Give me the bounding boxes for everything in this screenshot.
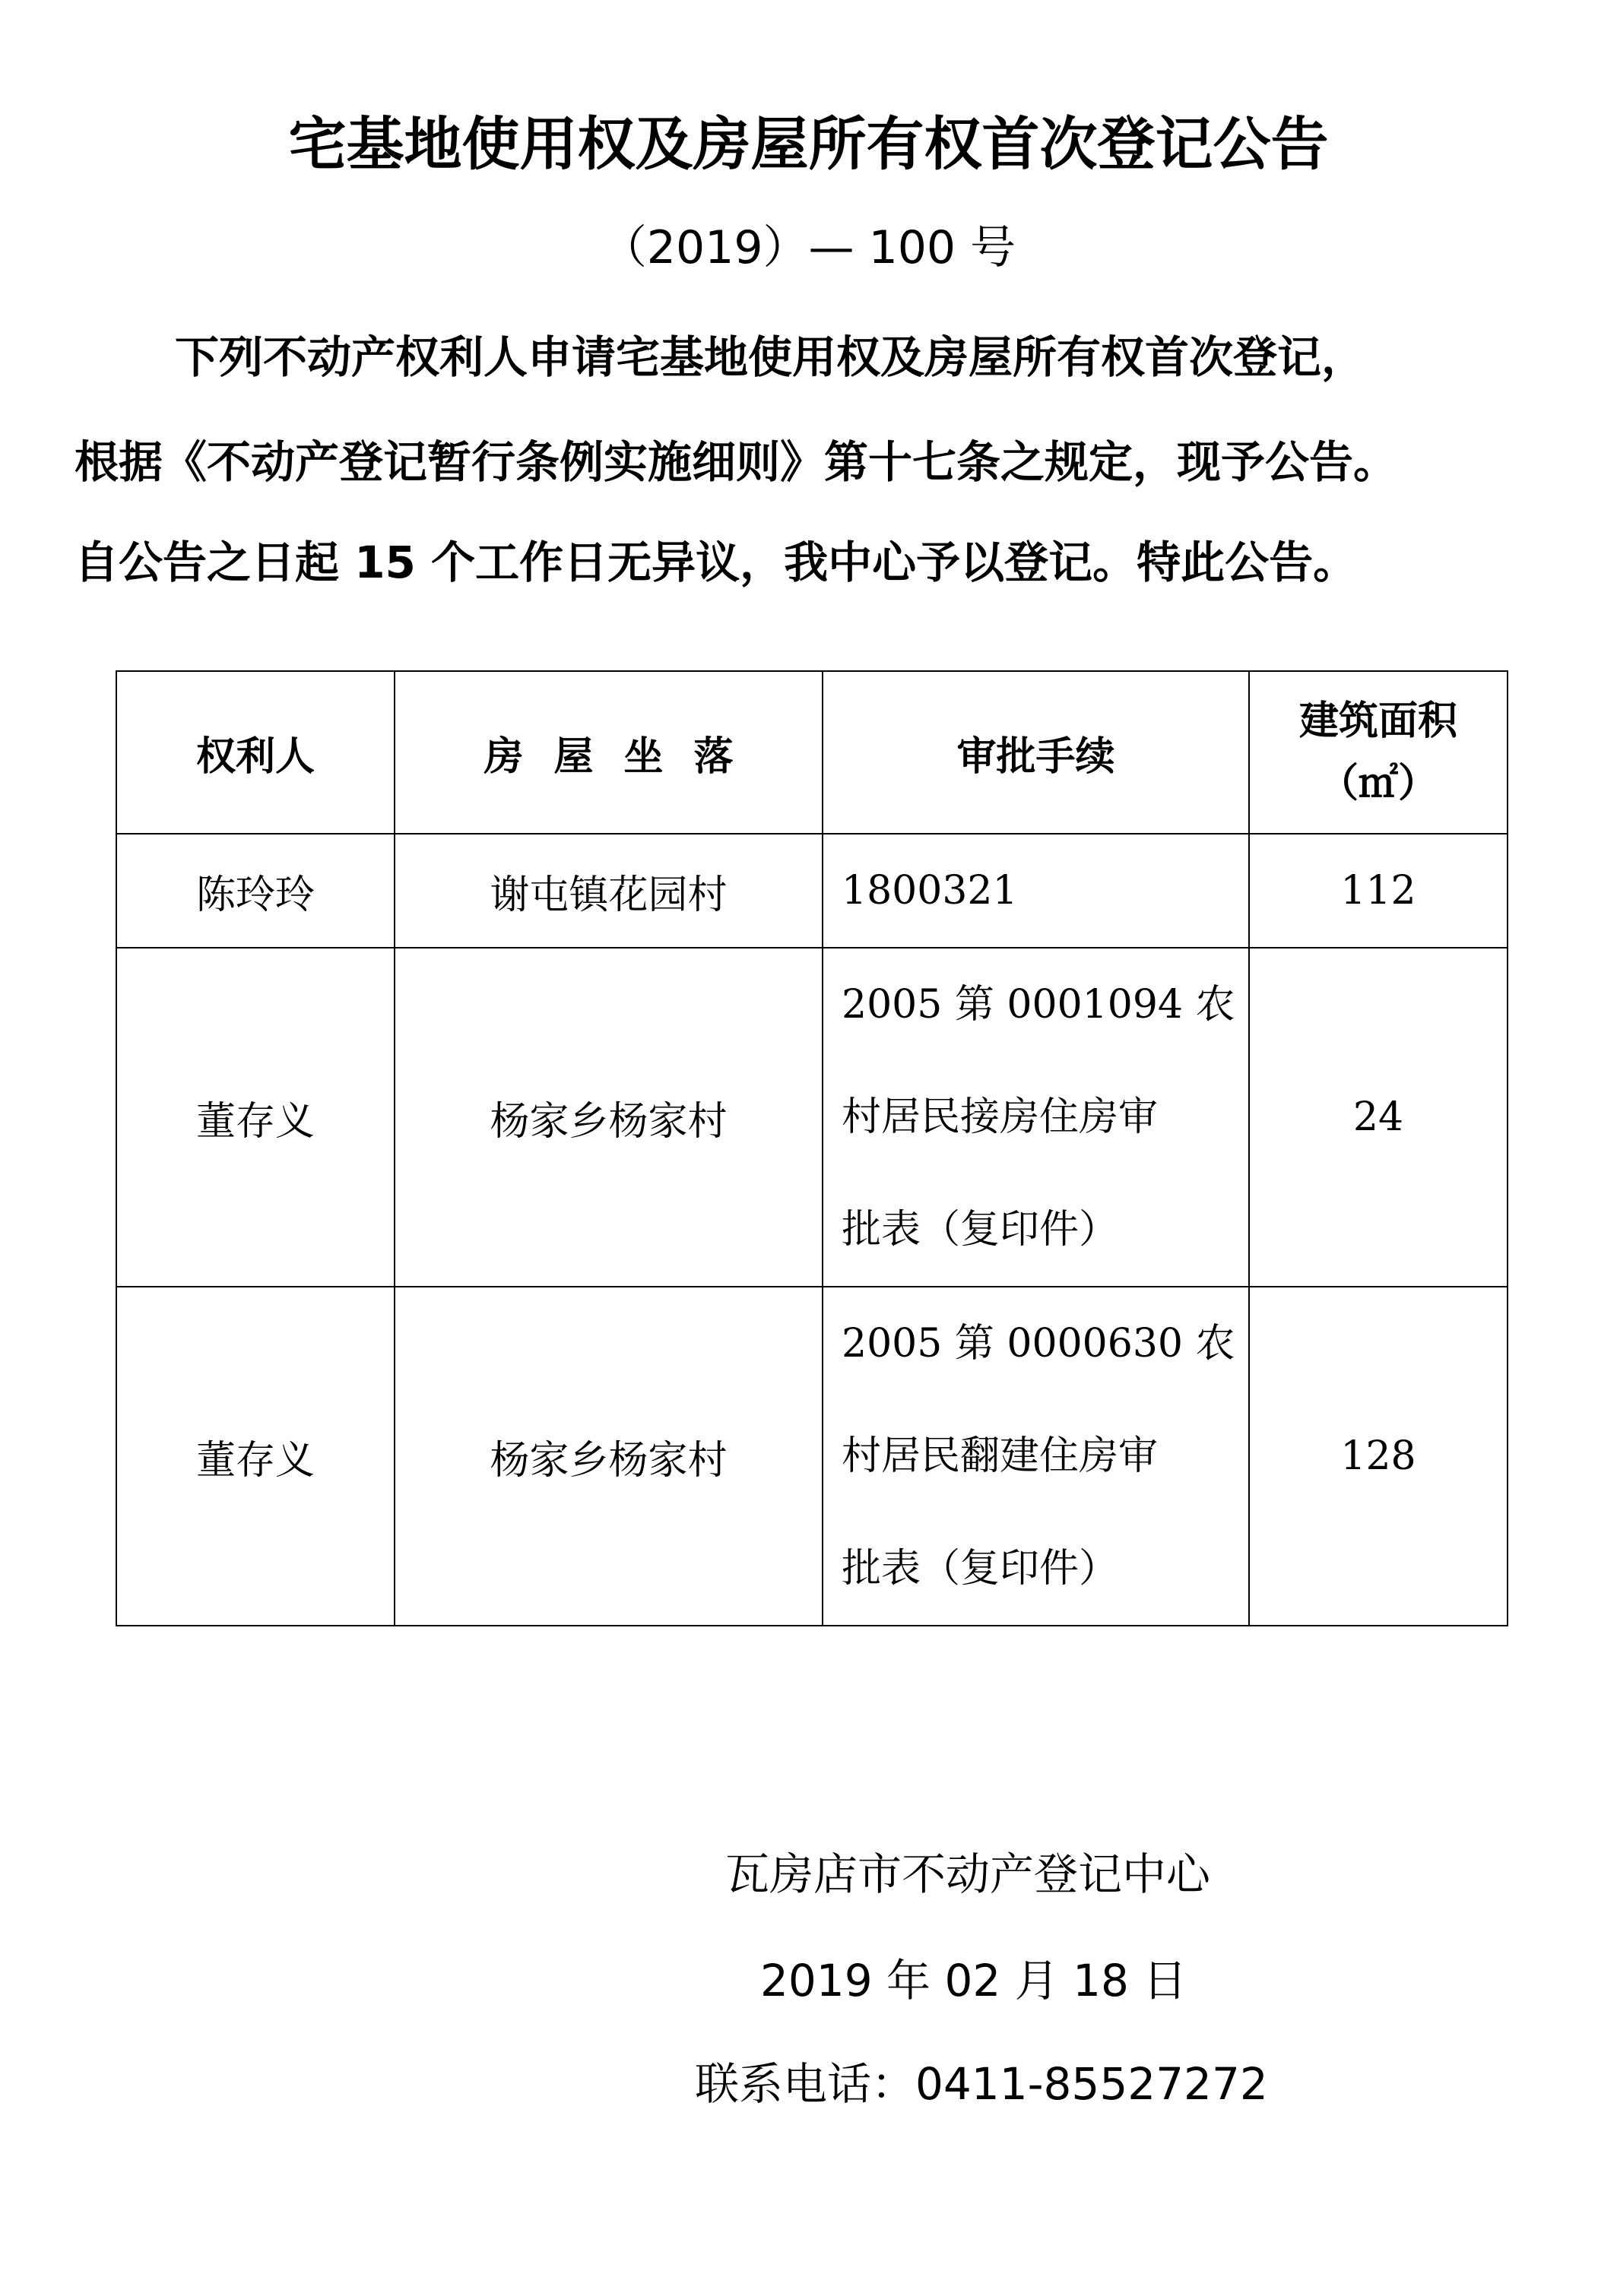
cell-area: 112 (1249, 834, 1508, 948)
cell-location: 杨家乡杨家村 (395, 1287, 823, 1626)
header-area-unit: （㎡） (1318, 761, 1438, 806)
cell-area: 24 (1249, 948, 1508, 1287)
header-area-label: 建筑面积 (1298, 698, 1457, 744)
cell-approval (823, 1287, 1249, 1626)
approval-line: 2005 第 0001094 农 (842, 982, 1235, 1028)
header-approval: 审批手续 (823, 671, 1249, 834)
cell-holder: 董存义 (116, 948, 395, 1287)
approval-line: 2005 第 0000630 农 (842, 1321, 1235, 1367)
contact-phone: 联系电话：0411-85527272 (695, 2058, 1268, 2110)
approval-line: 村居民翻建住房审 (842, 1433, 1159, 1479)
body-paragraph-line-2: 根据《不动产登记暂行条例实施细则》第十七条之规定，现予公告。 (75, 436, 1398, 488)
body-paragraph-line-1: 下列不动产权利人申请宅基地使用权及房屋所有权首次登记， (175, 331, 1366, 383)
cell-approval (823, 948, 1249, 1287)
document-number: （2019）— 100 号 (601, 221, 1016, 274)
cell-approval: 1800321 (823, 834, 1249, 948)
notice-title: 宅基地使用权及房屋所有权首次登记公告 (288, 110, 1329, 178)
cell-location: 杨家乡杨家村 (395, 948, 823, 1287)
cell-holder: 陈玲玲 (116, 834, 395, 948)
cell-area: 128 (1249, 1287, 1508, 1626)
issuing-organization: 瓦房店市不动产登记中心 (725, 1848, 1211, 1900)
cell-location: 谢屯镇花园村 (395, 834, 823, 948)
registration-table (116, 670, 1508, 1626)
table-row (116, 834, 1508, 948)
issue-date: 2019 年 02 月 18 日 (760, 1955, 1187, 2006)
table-header-row (116, 671, 1508, 834)
table-row (116, 948, 1508, 1287)
approval-line: 村居民接房住房审 (842, 1094, 1159, 1140)
header-holder: 权利人 (116, 671, 395, 834)
header-area (1249, 671, 1508, 834)
table-row (116, 1287, 1508, 1626)
header-location: 房屋坐落 (395, 671, 823, 834)
approval-line: 批表（复印件） (842, 1546, 1119, 1591)
body-paragraph-line-3: 自公告之日起 15 个工作日无异议，我中心予以登记。特此公告。 (75, 537, 1358, 588)
cell-holder: 董存义 (116, 1287, 395, 1626)
approval-line: 批表（复印件） (842, 1207, 1119, 1253)
